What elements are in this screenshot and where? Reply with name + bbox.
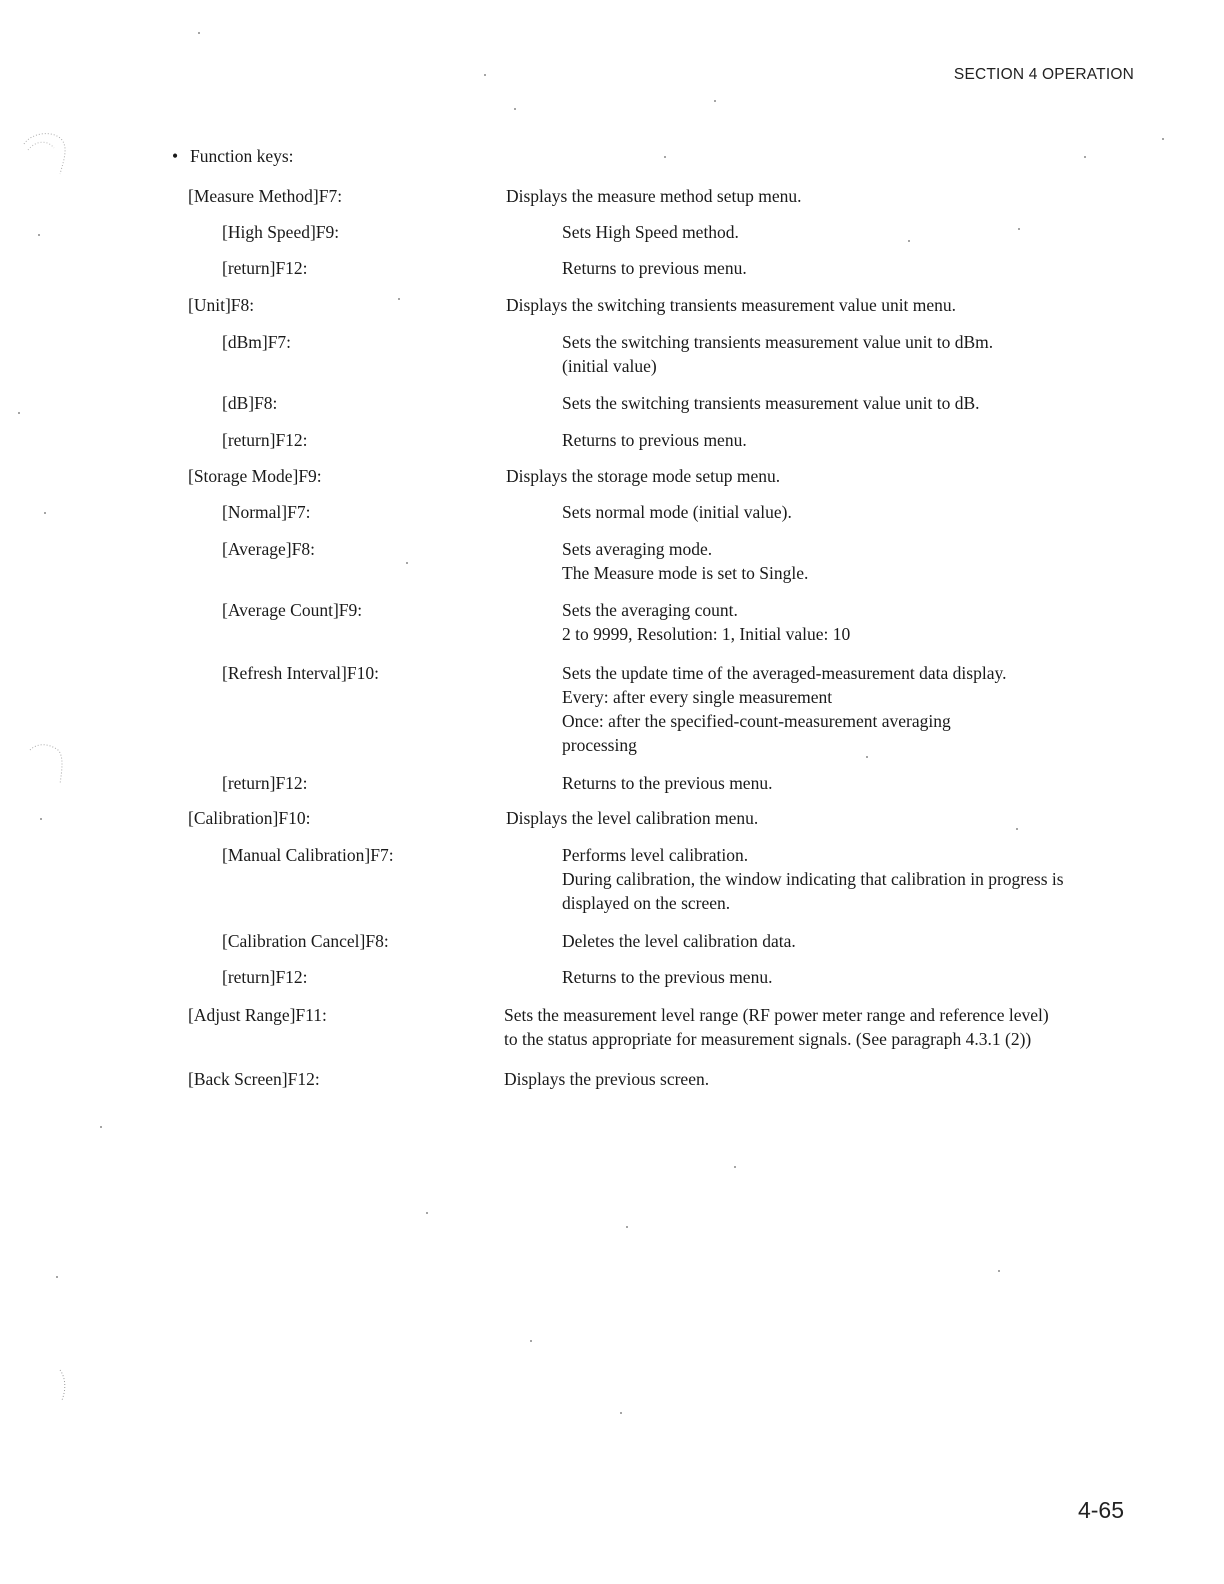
key-label: [Unit]F8: xyxy=(188,295,255,315)
key-label: [Adjust Range]F11: xyxy=(188,1005,327,1025)
scan-speck xyxy=(908,240,910,242)
scan-speck xyxy=(626,1226,628,1228)
key-description: Sets averaging mode. The Measure mode is set to Single. xyxy=(562,539,809,583)
scan-speck xyxy=(1016,828,1018,830)
key-description: Sets the switching transients measurement value unit to dB. xyxy=(562,393,980,413)
key-description: Returns to the previous menu. xyxy=(562,773,773,793)
scan-speck xyxy=(38,234,40,236)
key-label: [Manual Calibration]F7: xyxy=(222,845,394,865)
key-label: [return]F12: xyxy=(222,773,308,793)
key-description: Sets the update time of the averaged-measurement data display. Every: after every single measurement Once: after the specified-count-measurement averaging processing xyxy=(562,663,1007,755)
key-description: Returns to previous menu. xyxy=(562,430,747,450)
scan-speck xyxy=(734,1166,736,1168)
function-keys-heading xyxy=(172,146,294,167)
key-description: Sets the averaging count. 2 to 9999, Resolution: 1, Initial value: 10 xyxy=(562,600,851,644)
scan-speck xyxy=(866,756,868,758)
key-description: Returns to the previous menu. xyxy=(562,967,773,987)
key-label: [dBm]F7: xyxy=(222,332,292,352)
key-label: [return]F12: xyxy=(222,967,308,987)
key-label: [Measure Method]F7: xyxy=(188,186,343,206)
key-description: Sets the switching transients measurement value unit to dBm. (initial value) xyxy=(562,332,994,376)
key-description: Performs level calibration. During calibration, the window indicating that calibration in progress is displayed on the screen. xyxy=(562,845,1064,913)
scan-speck xyxy=(406,562,408,564)
heading-text: Function keys: xyxy=(190,146,294,166)
scan-speck xyxy=(664,156,666,158)
section-header: SECTION 4 OPERATION xyxy=(953,66,1134,83)
key-description: Displays the previous screen. xyxy=(504,1069,710,1089)
scan-artifact-top xyxy=(18,126,78,186)
bullet-icon: • xyxy=(172,146,179,166)
scan-speck xyxy=(56,1276,58,1278)
key-description: Sets the measurement level range (RF power meter range and reference level) to the status appropriate for measurement signals. (See paragraph 4.3.1 (2)) xyxy=(504,1005,1049,1049)
key-label: [Average Count]F9: xyxy=(222,600,363,620)
scan-speck xyxy=(1084,156,1086,158)
key-description: Sets normal mode (initial value). xyxy=(562,502,792,522)
key-label: [Average]F8: xyxy=(222,539,315,559)
key-label: [return]F12: xyxy=(222,258,308,278)
scan-speck xyxy=(18,412,20,414)
scan-speck xyxy=(714,100,716,102)
key-description: Sets High Speed method. xyxy=(562,222,739,242)
scan-speck xyxy=(198,32,200,34)
scan-speck xyxy=(44,512,46,514)
key-description: Displays the measure method setup menu. xyxy=(506,186,802,206)
key-description: Displays the storage mode setup menu. xyxy=(506,466,781,486)
key-label: [Calibration]F10: xyxy=(188,808,311,828)
scan-speck xyxy=(514,108,516,110)
key-label: [return]F12: xyxy=(222,430,308,450)
key-label: [Calibration Cancel]F8: xyxy=(222,931,389,951)
key-label: [Refresh Interval]F10: xyxy=(222,663,379,683)
key-description: Displays the switching transients measurement value unit menu. xyxy=(506,295,957,315)
key-description: Displays the level calibration menu. xyxy=(506,808,759,828)
scan-speck xyxy=(530,1340,532,1342)
scan-speck xyxy=(484,74,486,76)
key-description: Deletes the level calibration data. xyxy=(562,931,796,951)
scan-speck xyxy=(426,1212,428,1214)
scan-artifact-bottom xyxy=(54,1366,74,1406)
scan-speck xyxy=(998,1270,1000,1272)
key-description: Returns to previous menu. xyxy=(562,258,747,278)
scan-speck xyxy=(1162,138,1164,140)
key-label: [Storage Mode]F9: xyxy=(188,466,322,486)
scan-artifact-middle xyxy=(24,736,74,796)
scan-speck xyxy=(398,298,400,300)
key-label: [Normal]F7: xyxy=(222,502,311,522)
scan-speck xyxy=(1018,228,1020,230)
key-label: [dB]F8: xyxy=(222,393,278,413)
scan-speck xyxy=(100,1126,102,1128)
scan-speck xyxy=(620,1412,622,1414)
key-label: [High Speed]F9: xyxy=(222,222,340,242)
page-number: 4-65 xyxy=(1077,1497,1124,1523)
scan-speck xyxy=(40,818,42,820)
key-label: [Back Screen]F12: xyxy=(188,1069,320,1089)
